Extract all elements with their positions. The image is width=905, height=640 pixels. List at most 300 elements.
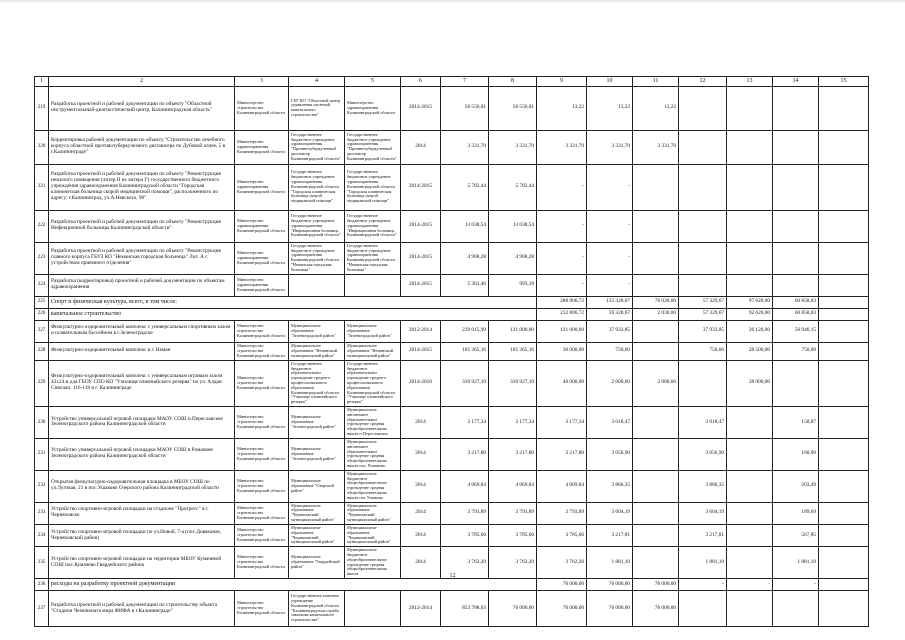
- cell-total: 13,22: [537, 86, 587, 130]
- cell-c15: [819, 242, 869, 274]
- column-number: 15: [819, 77, 869, 87]
- cell-customer: Министерство здравоохранения Калининградской области: [235, 130, 289, 164]
- cell-c15: [819, 438, 869, 470]
- cell-recipient: [345, 274, 401, 296]
- section-row: [35, 296, 869, 308]
- column-number: 6: [401, 77, 441, 87]
- cell-c13: [727, 438, 773, 470]
- row-number: 233: [35, 502, 49, 524]
- cell-c10: 135 328,67: [587, 296, 633, 308]
- cell-c11: [633, 210, 679, 242]
- cell-c10: -: [587, 274, 633, 296]
- cell-recipient: [345, 591, 401, 627]
- cell-cost: 239 015,99: [441, 320, 489, 342]
- row-number: 226: [35, 308, 49, 320]
- cell-recipient: Государственное бюджетное образовательное учреждение среднего профессионального образования Калининградской области "Училище олимпийского резерва": [345, 360, 401, 406]
- cell-years: 2014: [401, 470, 441, 502]
- table-row: [35, 274, 869, 296]
- cell-c15: [819, 308, 869, 320]
- cell-cost: 3 331,70: [441, 130, 489, 164]
- section-row: [35, 579, 869, 591]
- cell-recipient: Государственное бюджетное учреждение здравоохранения Калининградской области "Городская клиническая больница скорой медицинской помощи": [345, 164, 401, 210]
- cell-developer: Муниципальное образование "Черняховский муниципальный район": [289, 502, 345, 524]
- cell-years: 2014: [401, 547, 441, 579]
- cell-c15: [819, 407, 869, 439]
- cell-c14: 189,69: [773, 502, 819, 524]
- cell-c14: -: [773, 579, 819, 591]
- cell-c10: 76 000,00: [587, 591, 633, 627]
- table-row: [35, 164, 869, 210]
- cell-total: -: [537, 274, 587, 296]
- cell-cost: 3 177,34: [441, 407, 489, 439]
- cell-customer: Министерство строительства Калининградской области: [235, 86, 289, 130]
- cell-customer: Министерство строительства Калининградской области: [235, 502, 289, 524]
- cell-name: Устройство спортивно-игровой площадки по ул.Новой, 7-а (пос.Доваконае, Черняховский район): [49, 524, 235, 546]
- cell-remain: 3 762,20: [489, 547, 537, 579]
- cell-c12: 3 866,35: [679, 470, 727, 502]
- cell-years: 2012-2014: [401, 320, 441, 342]
- cell-c13: [727, 130, 773, 164]
- cell-total: 3 793,89: [537, 502, 587, 524]
- cell-c12: 57 329,67: [679, 308, 727, 320]
- cell-remain: 3 331,70: [489, 130, 537, 164]
- cell-cost: 56 556,01: [441, 86, 489, 130]
- cell-customer: Министерство строительства Калининградской области: [235, 438, 289, 470]
- table-row: [35, 360, 869, 406]
- cell-name: Устройство универсальной игровой площадки МАОУ СОШ п.Переславское Зеленоградского района Калининградской области: [49, 407, 235, 439]
- row-number: 230: [35, 407, 49, 439]
- cell-years: 2014-2015: [401, 86, 441, 130]
- cell-c12: [679, 164, 727, 210]
- cell-c13: -: [727, 579, 773, 591]
- cell-name: Устройство спортивно-игровой площадки на стадионе "Прогресс" в г. Черняховске: [49, 502, 235, 524]
- cell-name: Разработка проектной и рабочей документации по объекту "Реконструкция нежилого помещения (литер II из литера Г) государственного бюджетного учреждения здравоохранения Калининградской области "Городская клиническая больница скорой медицинской помощи", расположенного по адресу: г.Калининград, ул.А.Невского, 90": [49, 164, 235, 210]
- row-number: 234: [35, 524, 49, 546]
- cell-c15: [819, 591, 869, 627]
- cell-developer: Муниципальное образование "Гвардейский район": [289, 547, 345, 579]
- row-number: 223: [35, 242, 49, 274]
- cell-c13: 97 620,00: [727, 296, 773, 308]
- cell-cost: 13 038,54: [441, 210, 489, 242]
- cell-name: Разработка проектной и рабочей документации по объекту "Реконструкция главного корпуса ГБУЗ КО "Неманская городская больница" Лит. А с устройством приемного отделения": [49, 242, 235, 274]
- cell-name: Разработка (корректировка) проектной и рабочей документации по объектам здравоохранения: [49, 274, 235, 296]
- section-label: расходы на разработку проектной документации: [49, 579, 537, 591]
- cell-developer: Муниципальное образование "Озерский район": [289, 470, 345, 502]
- page-number: 12: [449, 573, 456, 579]
- cell-name: Устройство универсальной игровой площадки МАОУ СОШ в Романове Зеленоградского района Калининградской области: [49, 438, 235, 470]
- cell-total: -: [537, 164, 587, 210]
- cell-c13: [727, 591, 773, 627]
- cell-c10: -: [587, 164, 633, 210]
- cell-c15: [819, 210, 869, 242]
- cell-developer: Государственное бюджетное учреждение здравоохранения "Инфекционная больница Калининградской области": [289, 210, 345, 242]
- table-row: [35, 242, 869, 274]
- column-number: 8: [489, 77, 537, 87]
- cell-developer: Муниципальное образование "Зеленоградский район": [289, 320, 345, 342]
- cell-remain: 105 365,16: [489, 342, 537, 360]
- cell-c13: 38 000,00: [727, 360, 773, 406]
- cell-total: -: [537, 210, 587, 242]
- cell-developer: ГБУ КО "Областной центр управления системой капитального строительства": [289, 86, 345, 130]
- cell-c12: [679, 274, 727, 296]
- cell-recipient: Муниципальное образование "Зеленоградский район": [345, 320, 401, 342]
- cell-c12: 37 933,85: [679, 320, 727, 342]
- cell-c15: [819, 470, 869, 502]
- cell-years: 2014: [401, 502, 441, 524]
- cell-c12: [679, 210, 727, 242]
- cell-c11: [633, 470, 679, 502]
- cell-c14: 567,85: [773, 524, 819, 546]
- cell-c10: 76 000,00: [587, 579, 633, 591]
- cell-c13: [727, 210, 773, 242]
- cell-c11: [633, 502, 679, 524]
- cell-total: 3 331,70: [537, 130, 587, 164]
- cell-c14: 750,00: [773, 342, 819, 360]
- cell-name: Разработка проектной и рабочей документации по строительству объекта "Стадион Чемпионата мира ФИФА в г.Калининграде": [49, 591, 235, 627]
- cell-cost: 4 069,84: [441, 470, 489, 502]
- cell-c10: -: [587, 210, 633, 242]
- cell-developer: Государственное бюджетное образовательное учреждение среднего профессионального образования Калининградской области "Училище олимпийского резерва": [289, 360, 345, 406]
- section-label: Спорт и физическая культура, всего, в том числе:: [49, 296, 537, 308]
- cell-customer: Министерство строительства Калининградской области: [235, 524, 289, 546]
- cell-c10: 2 000,00: [587, 360, 633, 406]
- cell-name: Разработка проектной и рабочей документации по объекту "Областной инструментальный-диагностический центр, Калининградская область": [49, 86, 235, 130]
- cell-recipient: Муниципальное образование "Черняховский муниципальный район": [345, 502, 401, 524]
- cell-c13: [727, 164, 773, 210]
- cell-c15: [819, 579, 869, 591]
- cell-remain: 121 000,00: [489, 320, 537, 342]
- cell-cost: 316 927,10: [441, 360, 489, 406]
- cell-name: Физкультурно-оздоровительный комплекс в г. Неман: [49, 342, 235, 360]
- column-number: 3: [235, 77, 289, 87]
- table-row: [35, 210, 869, 242]
- scan-edge: [0, 0, 905, 2]
- column-number: 11: [633, 77, 679, 87]
- cell-cost: 5 782,44: [441, 164, 489, 210]
- cell-c14: [773, 242, 819, 274]
- cell-name: Устройство спортивно-игровой площадки на территории МБОУ Кумачевой СОШ пос.Кумачево Гвардейского района: [49, 547, 235, 579]
- section-label: капитальное строительство: [49, 308, 537, 320]
- cell-c11: [633, 524, 679, 546]
- cell-c12: 1 881,10: [679, 547, 727, 579]
- cell-c14: 203,49: [773, 470, 819, 502]
- cell-total: 3 217,80: [537, 438, 587, 470]
- table-row: [35, 86, 869, 130]
- cell-c10: 13,22: [587, 86, 633, 130]
- cell-remain: 3 785,66: [489, 524, 537, 546]
- cell-developer: Государственное бюджетное учреждение здравоохранения "Противотуберкулезный диспансер Калининградской области": [289, 130, 345, 164]
- cell-c13: [727, 470, 773, 502]
- cell-developer: Государственное бюджетное учреждение здравоохранения Калининградской области "Городская клиническая больница скорой медицинской помощи": [289, 164, 345, 210]
- column-number: 5: [345, 77, 401, 87]
- cell-customer: Министерство строительства Калининградской области: [235, 470, 289, 502]
- cell-c14: [773, 164, 819, 210]
- cell-name: Разработка проектной и рабочей документации по объекту "Реконструкция Инфекционной больницы Калининградской области": [49, 210, 235, 242]
- cell-c10: 59 328,67: [587, 308, 633, 320]
- cell-years: 2014: [401, 524, 441, 546]
- cell-years: 2014-2015: [401, 274, 441, 296]
- cell-recipient: Муниципальное бюджетное общеобразовательное учреждение средняя общеобразовательная школа: [345, 547, 401, 579]
- cell-c14: 60 858,03: [773, 296, 819, 308]
- cell-remain: 3 793,89: [489, 502, 537, 524]
- cell-total: 3 785,66: [537, 524, 587, 546]
- cell-customer: Министерство здравоохранения Калининградской области: [235, 242, 289, 274]
- cell-recipient: Государственное бюджетное учреждение здравоохранения "Инфекционная больница Калининградской области": [345, 210, 401, 242]
- cell-c13: [727, 274, 773, 296]
- row-number: 236: [35, 579, 49, 591]
- cell-total: 212 806,72: [537, 308, 587, 320]
- cell-remain: 76 000,00: [489, 591, 537, 627]
- cell-remain: 4 069,84: [489, 470, 537, 502]
- cell-total: 121 000,00: [537, 320, 587, 342]
- cell-c10: -: [587, 242, 633, 274]
- cell-cost: 853 788,03: [441, 591, 489, 627]
- cell-years: 2014-2015: [401, 242, 441, 274]
- cell-c15: [819, 130, 869, 164]
- cell-c12: 57 329,67: [679, 296, 727, 308]
- cell-years: 2014: [401, 407, 441, 439]
- cell-total: 3 762,20: [537, 547, 587, 579]
- cell-c14: 158,87: [773, 407, 819, 439]
- column-number: 1: [35, 77, 49, 87]
- cell-c10: 3 866,35: [587, 470, 633, 502]
- cell-c15: [819, 274, 869, 296]
- cell-c15: [819, 342, 869, 360]
- cell-c15: [819, 296, 869, 308]
- cell-c12: 3 217,81: [679, 524, 727, 546]
- table-row: [35, 320, 869, 342]
- cell-total: 288 806,72: [537, 296, 587, 308]
- cell-total: 30 000,00: [537, 342, 587, 360]
- cell-remain: 316 927,10: [489, 360, 537, 406]
- cell-c14: [773, 86, 819, 130]
- cell-developer: Государственное бюджетное учреждение здравоохранения Калининградской области "Неманская городская больница": [289, 242, 345, 274]
- cell-c15: [819, 524, 869, 546]
- column-number: 7: [441, 77, 489, 87]
- cell-c12: [679, 591, 727, 627]
- cell-c15: [819, 502, 869, 524]
- cell-c13: [727, 242, 773, 274]
- cell-remain: 13 038,54: [489, 210, 537, 242]
- cell-c11: [633, 164, 679, 210]
- cell-c14: 60 858,03: [773, 308, 819, 320]
- cell-c13: [727, 86, 773, 130]
- cell-recipient: Муниципальное бюджетное общеобразовательное учреждение средняя общеобразовательная школа пос.Ушаково: [345, 470, 401, 502]
- cell-c12: 3 018,47: [679, 407, 727, 439]
- cell-years: 2014-2015: [401, 342, 441, 360]
- cell-c15: [819, 86, 869, 130]
- cell-c12: [679, 130, 727, 164]
- cell-c15: [819, 360, 869, 406]
- cell-years: 2014: [401, 438, 441, 470]
- cell-developer: [289, 274, 345, 296]
- cell-c10: 750,00: [587, 342, 633, 360]
- cell-customer: Министерство строительства Калининградской области: [235, 342, 289, 360]
- cell-total: -: [537, 242, 587, 274]
- cell-total: 4 069,84: [537, 470, 587, 502]
- cell-remain: 56 556,01: [489, 86, 537, 130]
- cell-cost: 3 217,80: [441, 438, 489, 470]
- cell-c12: -: [679, 579, 727, 591]
- cell-c14: 56 946,15: [773, 320, 819, 342]
- table-row: [35, 502, 869, 524]
- cell-c14: 1 881,10: [773, 547, 819, 579]
- cell-total: 76 000,00: [537, 579, 587, 591]
- column-number: 2: [49, 77, 235, 87]
- cell-c11: [633, 407, 679, 439]
- cell-c11: 76 000,00: [633, 579, 679, 591]
- cell-c11: 76 000,00: [633, 591, 679, 627]
- cell-c11: 2 030,00: [633, 308, 679, 320]
- cell-recipient: Министерство здравоохранения Калининградской области: [345, 86, 401, 130]
- row-number: 225: [35, 296, 49, 308]
- cell-customer: Министерство строительства Калининградской области: [235, 407, 289, 439]
- column-number: 10: [587, 77, 633, 87]
- row-number: 222: [35, 210, 49, 242]
- cell-c11: 3 331,70: [633, 130, 679, 164]
- cell-customer: Министерство строительства Калининградской области: [235, 320, 289, 342]
- cell-remain: 4 968,28: [489, 242, 537, 274]
- cell-c11: 2 000,00: [633, 360, 679, 406]
- cell-c13: [727, 502, 773, 524]
- cell-cost: 5 361,46: [441, 274, 489, 296]
- cell-c10: 1 881,10: [587, 547, 633, 579]
- cell-recipient: Государственное бюджетное учреждение здравоохранения Калининградской области "Неманская городская больница": [345, 242, 401, 274]
- row-number: 228: [35, 342, 49, 360]
- column-number: 14: [773, 77, 819, 87]
- cell-developer: Муниципальное образование "Неманский муниципальный район": [289, 342, 345, 360]
- cell-c13: 92 620,00: [727, 308, 773, 320]
- row-number: 224: [35, 274, 49, 296]
- cell-c10: 3 217,81: [587, 524, 633, 546]
- cell-remain: 5 782,44: [489, 164, 537, 210]
- cell-cost: 3 793,89: [441, 502, 489, 524]
- table-body: [35, 77, 869, 627]
- cell-customer: Министерство строительства Калининградской области: [235, 547, 289, 579]
- cell-c12: [679, 360, 727, 406]
- cell-c12: 3 604,19: [679, 502, 727, 524]
- cell-recipient: Муниципальное образование "Неманский муниципальный район": [345, 342, 401, 360]
- cell-cost: 3 762,20: [441, 547, 489, 579]
- table-row: [35, 342, 869, 360]
- table-row: [35, 524, 869, 546]
- row-number: 219: [35, 86, 49, 130]
- cell-years: 2014: [401, 130, 441, 164]
- row-number: 237: [35, 591, 49, 627]
- cell-c11: [633, 274, 679, 296]
- cell-cost: 4 968,28: [441, 242, 489, 274]
- cell-developer: Муниципальное образование "Зеленоградский район": [289, 407, 345, 439]
- cell-remain: 3 217,80: [489, 438, 537, 470]
- cell-c14: [773, 360, 819, 406]
- cell-customer: Министерство здравоохранения Калининградской области: [235, 164, 289, 210]
- cell-years: 2012-2014: [401, 591, 441, 627]
- cell-c15: [819, 164, 869, 210]
- cell-developer: Муниципальное образование "Черняховский муниципальный район": [289, 524, 345, 546]
- investment-program-table: [34, 76, 869, 627]
- cell-recipient: Государственное бюджетное учреждение здравоохранения "Противотуберкулезный диспансер Калининградской области": [345, 130, 401, 164]
- cell-c13: 26 120,00: [727, 320, 773, 342]
- row-number: 227: [35, 320, 49, 342]
- cell-c11: [633, 342, 679, 360]
- cell-c11: [633, 242, 679, 274]
- section-row: [35, 308, 869, 320]
- table-row: [35, 591, 869, 627]
- cell-remain: 993,18: [489, 274, 537, 296]
- cell-total: 40 000,00: [537, 360, 587, 406]
- cell-c10: 3 604,19: [587, 502, 633, 524]
- cell-developer: Муниципальное образование "Зеленоградский район": [289, 438, 345, 470]
- cell-c14: [773, 274, 819, 296]
- cell-total: 76 000,00: [537, 591, 587, 627]
- cell-c10: 3 331,70: [587, 130, 633, 164]
- cell-c15: [819, 320, 869, 342]
- cell-c11: [633, 320, 679, 342]
- cell-remain: 3 177,34: [489, 407, 537, 439]
- row-number: 221: [35, 164, 49, 210]
- cell-c10: 3 056,90: [587, 438, 633, 470]
- cell-recipient: Муниципальное автономное образовательное учреждение средняя общеобразовательная школа пос. Романово: [345, 438, 401, 470]
- cell-years: 2014-2015: [401, 164, 441, 210]
- table-row: [35, 130, 869, 164]
- row-number: 235: [35, 547, 49, 579]
- cell-c12: 750,00: [679, 342, 727, 360]
- cell-c14: 160,90: [773, 438, 819, 470]
- cell-c11: 76 030,00: [633, 296, 679, 308]
- cell-recipient: Муниципальное автономное образовательное учреждение средняя общеобразовательная школа п.Переславское: [345, 407, 401, 439]
- cell-c10: 37 933,85: [587, 320, 633, 342]
- column-number: 13: [727, 77, 773, 87]
- cell-c14: [773, 591, 819, 627]
- cell-name: Корректировка рабочей документации по объекту "Строительство лечебного корпуса областной противотуберкулезного диспансера по Дубовой аллее, 5 в г.Калининграде": [49, 130, 235, 164]
- row-number: 231: [35, 438, 49, 470]
- cell-c11: 13,22: [633, 86, 679, 130]
- column-number: 12: [679, 77, 727, 87]
- cell-name: Открытая физкультурно-оздоровительная площадка в МБОУ СОШ по ул.Луговая, 21 в пос.Ушаково Озерского района Калининградской области: [49, 470, 235, 502]
- cell-cost: 3 785,66: [441, 524, 489, 546]
- cell-c10: 3 018,47: [587, 407, 633, 439]
- cell-c13: [727, 524, 773, 546]
- cell-c14: [773, 210, 819, 242]
- cell-recipient: Муниципальное образование "Черняховский муниципальный район": [345, 524, 401, 546]
- row-number: 229: [35, 360, 49, 406]
- cell-developer: Государственное казенное учреждение Калининградской области "Калининградская служба заказчика капитального строительства": [289, 591, 345, 627]
- cell-customer: Министерство строительства Калининградской области: [235, 360, 289, 406]
- cell-c13: [727, 407, 773, 439]
- cell-name: Физкультурно-оздоровительный комплекс с универсальным игровым залом 42х24 и для ГБОУ СПО КО "Училище олимпийского резерва" по ул. Алдан Сиволап, 116-118 в г. Калининграде: [49, 360, 235, 406]
- cell-total: 3 177,34: [537, 407, 587, 439]
- cell-c12: [679, 86, 727, 130]
- cell-c11: [633, 438, 679, 470]
- cell-customer: Министерство здравоохранения Калининградской области: [235, 274, 289, 296]
- cell-c14: [773, 130, 819, 164]
- cell-customer: Министерство строительства Калининградской области: [235, 591, 289, 627]
- column-number: 4: [289, 77, 345, 87]
- row-number: 220: [35, 130, 49, 164]
- column-number: 9: [537, 77, 587, 87]
- cell-customer: Министерство здравоохранения Калининградской области: [235, 210, 289, 242]
- cell-name: Физкультурно-оздоровительный комплекс с универсальным спортивным залом и плавательным бассейном в г.Зеленоградске: [49, 320, 235, 342]
- cell-years: 2014-2016: [401, 360, 441, 406]
- cell-cost: 105 365,16: [441, 342, 489, 360]
- table-row: [35, 407, 869, 439]
- cell-years: 2014-2015: [401, 210, 441, 242]
- row-number: 232: [35, 470, 49, 502]
- table-row: [35, 470, 869, 502]
- cell-c13: 28 500,00: [727, 342, 773, 360]
- cell-c12: [679, 242, 727, 274]
- column-number-row: [35, 77, 869, 87]
